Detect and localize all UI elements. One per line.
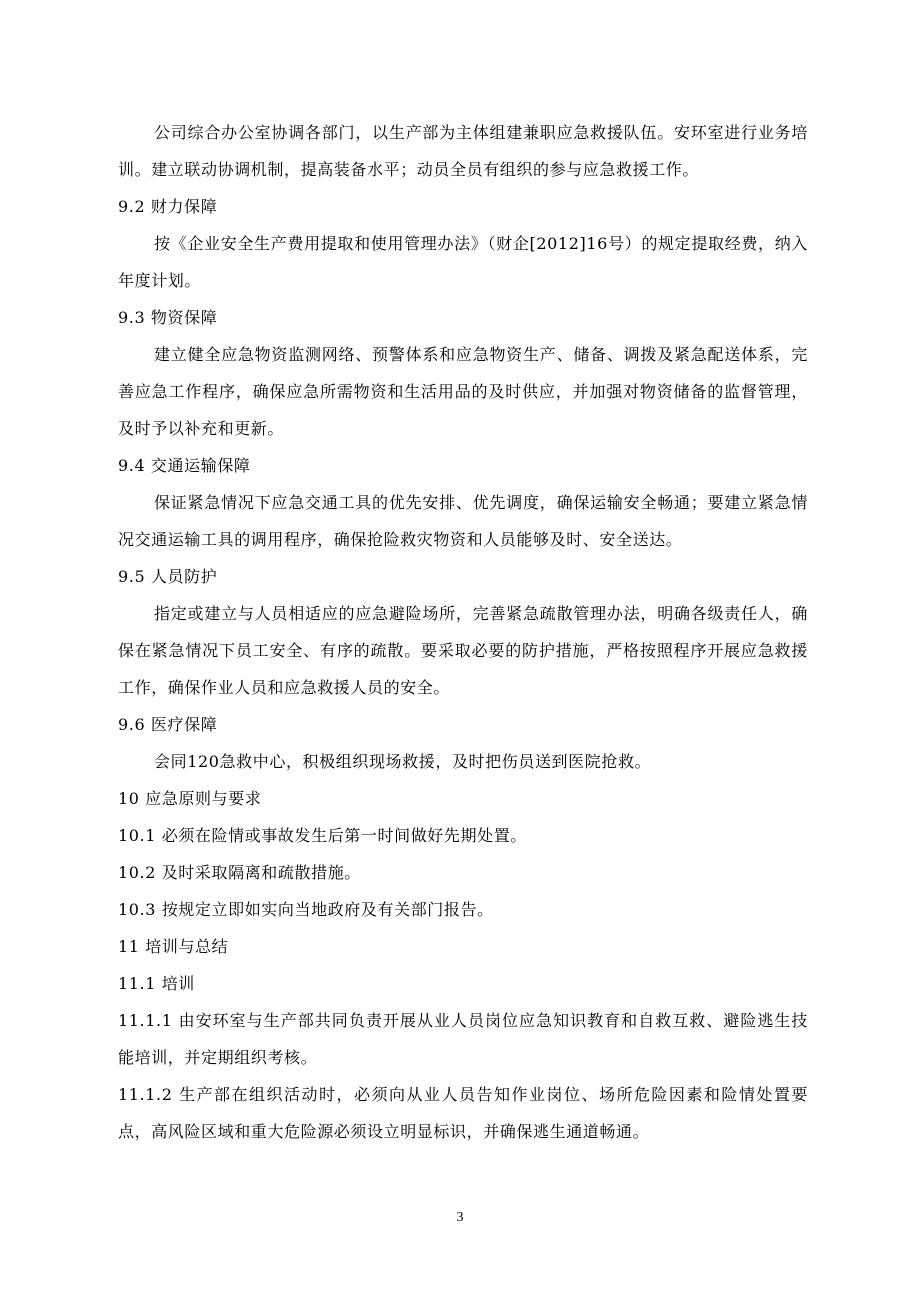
paragraph-personnel-protection: 指定或建立与人员相适应的应急避险场所，完善紧急疏散管理办法，明确各级责任人，确保在紧急情况下员工安全、有序的疏散。要采取必要的防护措施，严格按照程序开展应急救援工作，确保作业人员和应急救援人员的安全。 xyxy=(118,604,808,697)
item-10-1: 10.1 必须在险情或事故发生后第一时间做好先期处置。 xyxy=(118,826,527,845)
item-10-3: 10.3 按规定立即如实向当地政府及有关部门报告。 xyxy=(118,900,494,919)
item-10-2: 10.2 及时采取隔离和疏散措施。 xyxy=(118,863,361,882)
document-body xyxy=(118,114,808,1150)
section-heading-11: 11 培训与总结 xyxy=(118,937,229,956)
section-heading-10: 10 应急原则与要求 xyxy=(118,789,262,808)
paragraph-financial: 按《企业安全生产费用提取和使用管理办法》（财企[2012]16号）的规定提取经费，纳入年度计划。 xyxy=(118,234,808,290)
section-heading-9-3: 9.3 物资保障 xyxy=(118,308,218,327)
paragraph-team-organization: 公司综合办公室协调各部门，以生产部为主体组建兼职应急救援队伍。安环室进行业务培训。建立联动协调机制，提高装备水平；动员全员有组织的参与应急救援工作。 xyxy=(118,123,808,179)
section-heading-9-2: 9.2 财力保障 xyxy=(118,197,218,216)
page-number: 3 xyxy=(456,1210,464,1225)
paragraph-transport: 保证紧急情况下应急交通工具的优先安排、优先调度，确保运输安全畅通；要建立紧急情况交通运输工具的调用程序，确保抢险救灾物资和人员能够及时、安全送达。 xyxy=(118,493,808,549)
paragraph-medical: 会同120急救中心，积极组织现场救援，及时把伤员送到医院抢救。 xyxy=(154,752,652,771)
section-heading-9-5: 9.5 人员防护 xyxy=(118,567,218,586)
section-heading-11-1: 11.1 培训 xyxy=(118,974,195,993)
paragraph-materials: 建立健全应急物资监测网络、预警体系和应急物资生产、储备、调拨及紧急配送体系，完善应急工作程序，确保应急所需物资和生活用品的及时供应，并加强对物资储备的监督管理，及时予以补充和更新。 xyxy=(118,345,808,438)
section-heading-9-4: 9.4 交通运输保障 xyxy=(118,456,251,475)
item-11-1-2: 11.1.2 生产部在组织活动时，必须向从业人员告知作业岗位、场所危险因素和险情处置要点，高风险区域和重大危险源必须设立明显标识，并确保逃生通道畅通。 xyxy=(118,1085,808,1141)
section-heading-9-6: 9.6 医疗保障 xyxy=(118,715,218,734)
item-11-1-1: 11.1.1 由安环室与生产部共同负责开展从业人员岗位应急知识教育和自救互救、避险逃生技能培训，并定期组织考核。 xyxy=(118,1011,808,1067)
